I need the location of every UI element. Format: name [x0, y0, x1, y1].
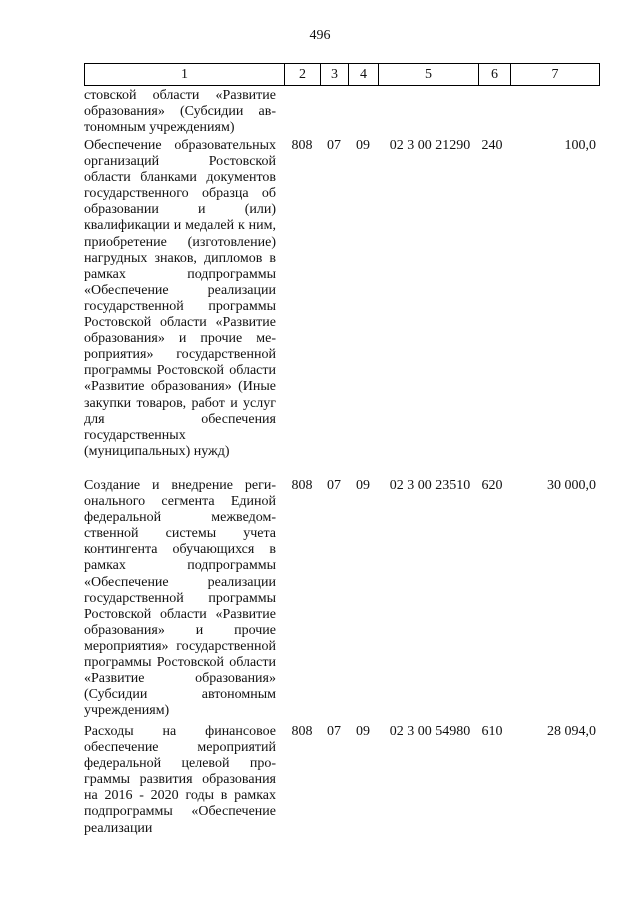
row-amount: 30 000,0	[547, 478, 596, 493]
header-col-2: 2	[285, 64, 321, 85]
header-col-1: 1	[85, 64, 285, 85]
row-target-article: 02 3 00 21290	[389, 138, 471, 153]
row-section: 07	[327, 724, 341, 739]
row-description: Обеспечение образовательных организаций Ростовской области бланками документов государственного образца об образовании и (или) квалификации и медалей к ним, приобретение (изготовление) нагрудных знаков, дипломов в рамках подпрограммы «Обеспечение реализации государственной программы Ростовской области «Развитие образования» и прочие мероприятия» государственной программы Ростовской области «Развитие образования» (Иные закупки товаров, работ и услуг для обеспечения государственных (муниципальных) нужд)	[84, 138, 276, 459]
header-col-4: 4	[349, 64, 379, 85]
row-amount: 100,0	[564, 138, 596, 153]
row-target-article: 02 3 00 23510	[389, 478, 471, 493]
row-subsection: 09	[356, 724, 370, 739]
header-col-7: 7	[551, 67, 559, 82]
header-col-5: 5	[379, 64, 479, 85]
row-expense-type: 620	[481, 478, 503, 493]
row-expense-type: 610	[481, 724, 503, 739]
header-col-3: 3	[321, 64, 349, 85]
row-section: 07	[327, 478, 341, 493]
row-description: Расходы на финансовое обеспечение мероприятий федеральной целевой программы развития образования на 2016 - 2020 годы в рамках подпрограммы «Обеспечение реализации	[84, 724, 276, 836]
row-ministry-code: 808	[291, 724, 313, 739]
row-ministry-code: 808	[291, 138, 313, 153]
page-number: 496	[309, 28, 331, 43]
row-ministry-code: 808	[291, 478, 313, 493]
row-description: стовской области «Развитие образования» (Субсидии автономным учреждениям)	[84, 88, 276, 136]
row-target-article: 02 3 00 54980	[389, 724, 471, 739]
row-subsection: 09	[356, 138, 370, 153]
header-col-6: 6	[479, 64, 511, 85]
row-subsection: 09	[356, 478, 370, 493]
row-expense-type: 240	[481, 138, 503, 153]
row-description: Создание и внедрение регионального сегмента Единой федеральной межведомственной системы учета контингента обучающихся в рамках подпрограммы «Обеспечение реализации государственной программы Ростовской области «Развитие образования» и прочие мероприятия» государственной программы Ростовской области «Развитие образования» (Субсидии автономным учреждениям)	[84, 478, 276, 719]
table-header	[84, 63, 600, 86]
row-section: 07	[327, 138, 341, 153]
row-amount: 28 094,0	[547, 724, 596, 739]
